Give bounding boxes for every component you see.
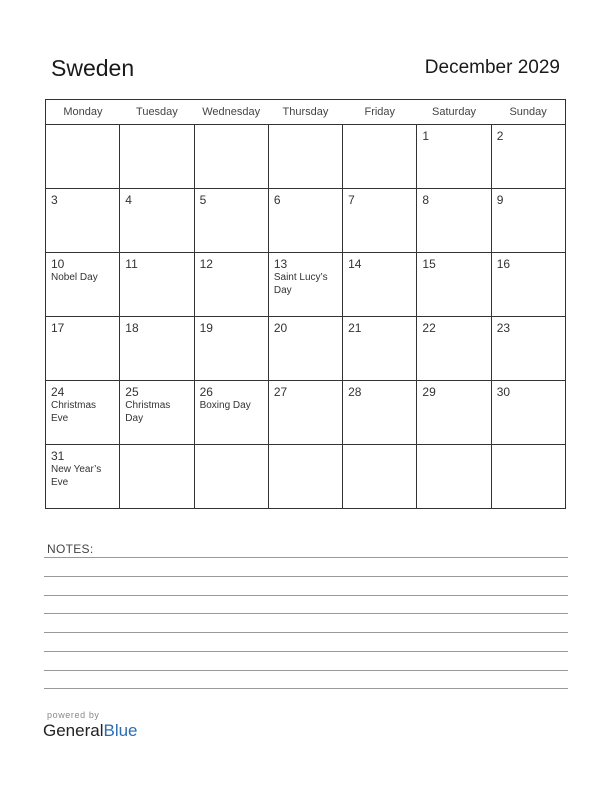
day-number: 20 bbox=[273, 321, 288, 335]
day-cell bbox=[417, 189, 491, 253]
day-number: 28 bbox=[348, 385, 362, 399]
week-row bbox=[46, 189, 566, 253]
day-cell bbox=[343, 381, 417, 445]
day-cell bbox=[343, 253, 417, 317]
day-cell bbox=[491, 381, 565, 445]
day-number: 7 bbox=[348, 193, 355, 207]
day-cell bbox=[120, 317, 194, 381]
day-number: 18 bbox=[125, 321, 139, 335]
day-number: 30 bbox=[496, 385, 511, 399]
weekday-header: Tuesday bbox=[120, 100, 194, 125]
holiday-label: Boxing Day bbox=[199, 400, 251, 411]
day-cell bbox=[46, 445, 120, 509]
day-number: 12 bbox=[199, 257, 213, 271]
day-cell bbox=[120, 189, 194, 253]
day-number: 15 bbox=[422, 257, 436, 271]
day-cell bbox=[194, 125, 268, 189]
note-line bbox=[44, 670, 568, 671]
weekday-header-row bbox=[46, 100, 566, 125]
day-cell bbox=[46, 253, 120, 317]
calendar-grid bbox=[45, 99, 566, 509]
week-row bbox=[46, 317, 566, 381]
day-cell bbox=[491, 445, 565, 509]
day-number: 1 bbox=[422, 129, 430, 143]
holiday-label: Christmas Day bbox=[125, 400, 171, 424]
day-cell bbox=[46, 381, 120, 445]
weekday-header: Wednesday bbox=[194, 100, 268, 125]
day-number: 26 bbox=[199, 385, 213, 399]
day-cell bbox=[268, 125, 342, 189]
day-cell bbox=[417, 317, 491, 381]
day-number: 14 bbox=[348, 257, 362, 271]
holiday-label: Christmas Eve bbox=[51, 400, 97, 424]
day-cell bbox=[46, 125, 120, 189]
day-cell bbox=[194, 317, 268, 381]
week-row bbox=[46, 125, 566, 189]
day-cell bbox=[343, 189, 417, 253]
brand-blue: Blue bbox=[103, 721, 138, 740]
day-number: 24 bbox=[51, 385, 65, 399]
day-cell bbox=[268, 445, 342, 509]
note-line bbox=[44, 576, 568, 577]
day-cell bbox=[268, 381, 342, 445]
day-cell bbox=[343, 317, 417, 381]
day-number: 22 bbox=[422, 321, 436, 335]
note-line bbox=[44, 613, 568, 614]
day-cell bbox=[491, 317, 565, 381]
week-row bbox=[46, 381, 566, 445]
day-cell bbox=[120, 253, 194, 317]
weekday-header: Friday bbox=[343, 100, 417, 125]
day-number: 27 bbox=[273, 385, 288, 399]
month-year-title: December 2029 bbox=[424, 57, 560, 78]
day-cell bbox=[46, 317, 120, 381]
day-number: 10 bbox=[51, 257, 65, 271]
notes-label: NOTES: bbox=[47, 542, 94, 556]
note-line bbox=[44, 632, 568, 633]
day-cell bbox=[194, 253, 268, 317]
day-number: 13 bbox=[273, 257, 288, 271]
day-cell bbox=[268, 317, 342, 381]
brand-general: General bbox=[43, 721, 104, 740]
day-number: 11 bbox=[125, 257, 138, 271]
day-cell bbox=[343, 125, 417, 189]
day-number: 2 bbox=[496, 129, 504, 143]
week-row bbox=[46, 445, 566, 509]
day-cell bbox=[417, 381, 491, 445]
weekday-header: Saturday bbox=[417, 100, 491, 125]
day-number: 8 bbox=[422, 193, 430, 207]
day-number: 29 bbox=[422, 385, 436, 399]
brand-logo[interactable] bbox=[43, 721, 138, 741]
day-number: 3 bbox=[51, 193, 58, 207]
day-cell bbox=[417, 253, 491, 317]
holiday-label: Saint Lucy’s Day bbox=[273, 272, 328, 296]
week-row bbox=[46, 253, 566, 317]
note-line bbox=[44, 595, 568, 596]
day-cell bbox=[46, 189, 120, 253]
day-number: 21 bbox=[348, 321, 362, 335]
day-cell bbox=[491, 253, 565, 317]
powered-by-label: powered by bbox=[47, 710, 100, 720]
weekday-header: Thursday bbox=[268, 100, 342, 125]
day-number: 16 bbox=[496, 257, 511, 271]
day-number: 9 bbox=[496, 193, 504, 207]
day-cell bbox=[194, 381, 268, 445]
day-cell bbox=[417, 125, 491, 189]
note-line bbox=[44, 651, 568, 652]
day-cell bbox=[491, 125, 565, 189]
day-cell bbox=[417, 445, 491, 509]
day-cell bbox=[491, 189, 565, 253]
note-line bbox=[44, 688, 568, 689]
day-cell bbox=[120, 381, 194, 445]
day-number: 6 bbox=[273, 193, 281, 207]
day-cell bbox=[120, 445, 194, 509]
day-number: 17 bbox=[51, 321, 65, 335]
day-cell bbox=[268, 189, 342, 253]
day-cell bbox=[194, 189, 268, 253]
day-number: 5 bbox=[199, 193, 207, 207]
day-cell bbox=[194, 445, 268, 509]
weekday-header: Sunday bbox=[491, 100, 565, 125]
day-number: 25 bbox=[125, 385, 139, 399]
day-number: 23 bbox=[496, 321, 511, 335]
day-cell bbox=[268, 253, 342, 317]
day-number: 4 bbox=[125, 193, 132, 207]
day-cell bbox=[120, 125, 194, 189]
holiday-label: Nobel Day bbox=[51, 272, 98, 283]
day-number: 31 bbox=[51, 449, 65, 463]
day-number: 19 bbox=[199, 321, 213, 335]
day-cell bbox=[343, 445, 417, 509]
note-line bbox=[44, 557, 568, 558]
weekday-header: Monday bbox=[46, 100, 120, 125]
country-title: Sweden bbox=[51, 55, 135, 81]
holiday-label: New Year’s Eve bbox=[51, 464, 102, 488]
